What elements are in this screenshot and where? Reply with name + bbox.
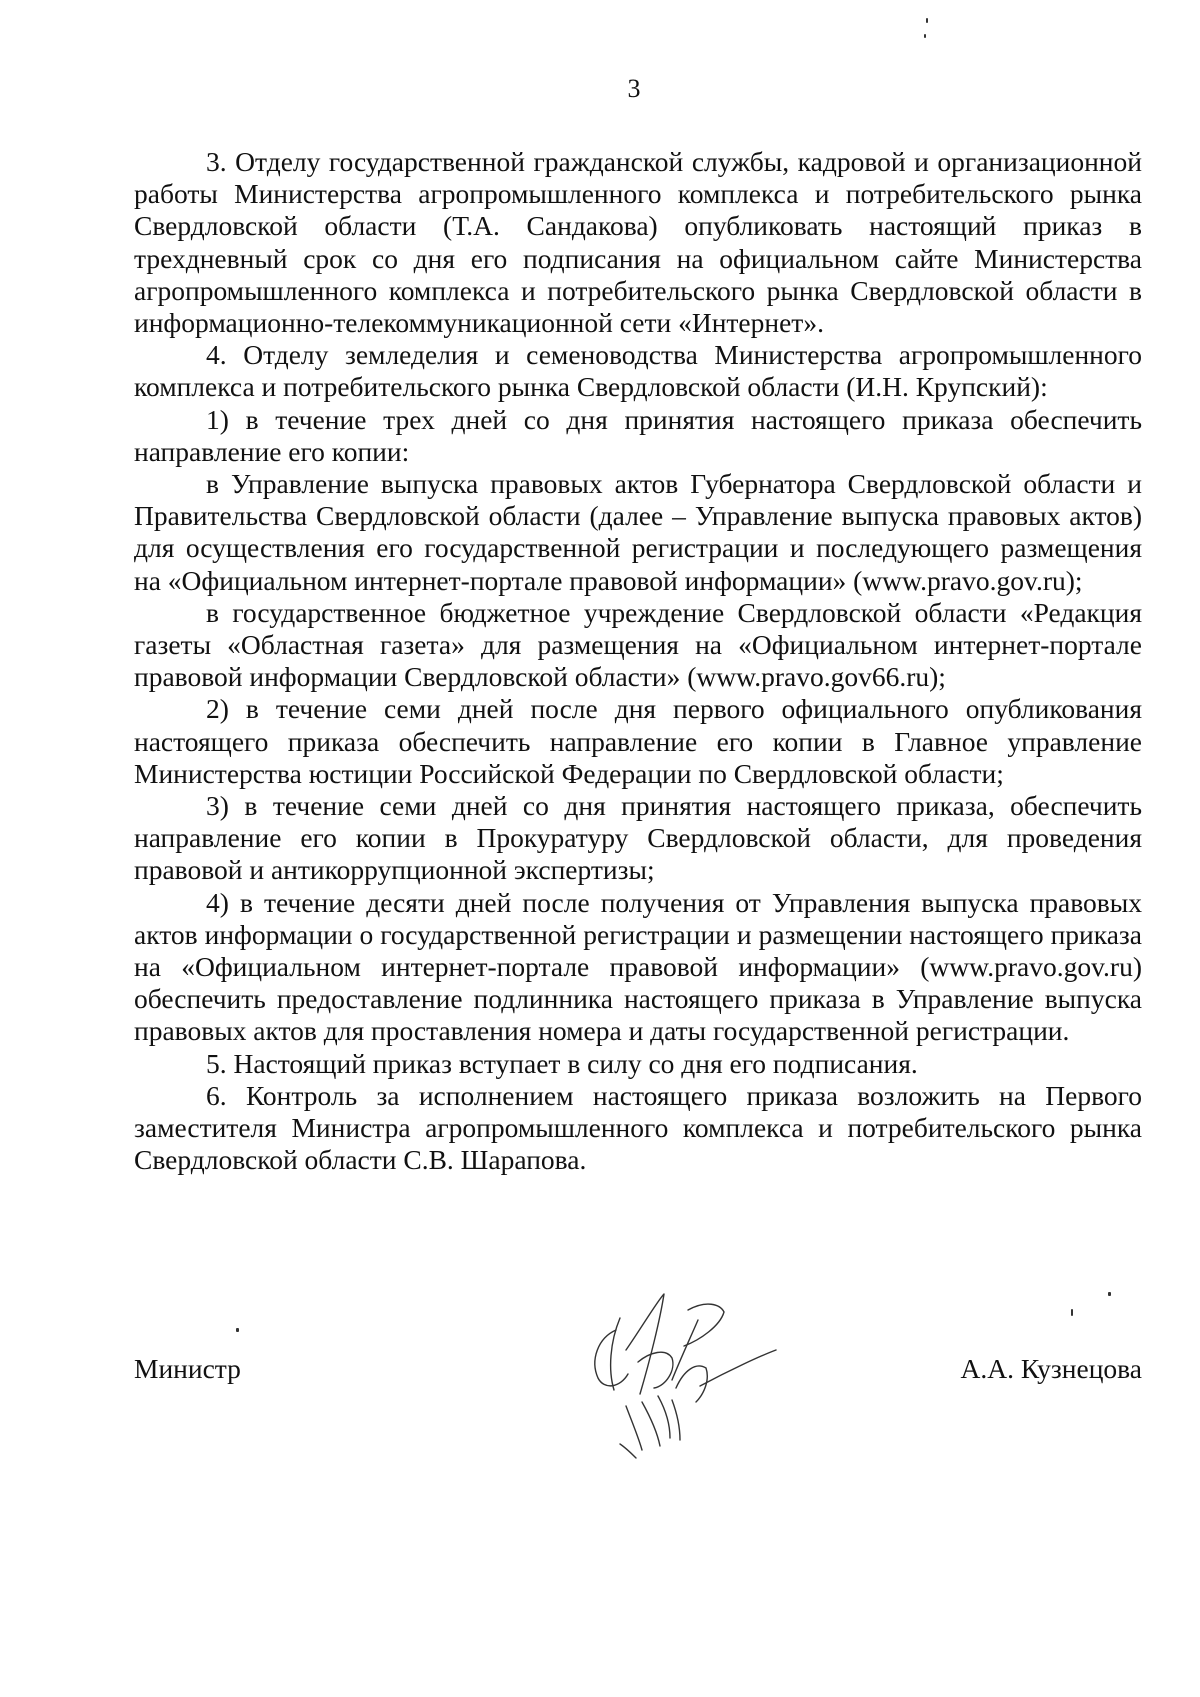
signer-title: Министр xyxy=(134,1353,241,1384)
paragraph-6-control: 6. Контроль за исполнением настоящего приказа возложить на Первого заместителя Министра агропромышленного комплекса и потребительского рынка Свердловской области С.В. Шарапова. xyxy=(134,1079,1142,1176)
subitem-4-original-submission: 4) в течение десяти дней после получения от Управления выпуска правовых актов информации о государственной регистрации и размещении настоящего приказа на «Официальном интернет-портале правовой информации» (www.pravo.gov.ru) обеспечить предоставление подлинника настоящего приказа в Управление выпуска правовых актов для проставления номера и даты государственной регистрации. xyxy=(134,886,1142,1047)
scan-speck xyxy=(924,34,926,38)
paragraph-3-publication: 3. Отделу государственной гражданской службы, кадровой и организационной работы Министерства агропромышленного комплекса и потребительского рынка Свердловской области (Т.А. Сандакова) опубликовать настоящий приказ в трехдневный срок со дня его подписания на официальном сайте Министерства агропромышленного комплекса и потребительского рынка Свердловской области в информационно-телекоммуникационной сети «Интернет». xyxy=(134,146,1142,339)
subitem-3-prosecutor-office: 3) в течение семи дней со дня принятия настоящего приказа, обеспечить направление его копии в Прокуратуру Свердловской области, для проведения правовой и антикоррупционной экспертизы; xyxy=(134,790,1142,886)
scan-speck xyxy=(1108,1292,1111,1296)
scan-speck xyxy=(1071,1309,1073,1316)
signer-name: А.А. Кузнецова xyxy=(960,1353,1142,1384)
subitem-1-send-copies: 1) в течение трех дней со дня принятия настоящего приказа обеспечить направление его копии: xyxy=(134,403,1142,467)
handwritten-signature xyxy=(580,1290,780,1460)
paragraph-4-agriculture-department: 4. Отделу земледелия и семеноводства Министерства агропромышленного комплекса и потребительского рынка Свердловской области (И.Н. Крупский): xyxy=(134,339,1142,403)
document-body xyxy=(134,146,1142,1177)
recipient-oblastnaya-gazeta: в государственное бюджетное учреждение Свердловской области «Редакция газеты «Областная газета» для размещения на «Официальном интернет-портале правовой информации Свердловской области» (www.pravo.gov66.ru); xyxy=(134,596,1142,693)
subitem-2-ministry-of-justice: 2) в течение семи дней после дня первого официального опубликования настоящего приказа обеспечить направление его копии в Главное управление Министерства юстиции Российской Федерации по Свердловской области; xyxy=(134,693,1142,789)
recipient-legal-acts-office: в Управление выпуска правовых актов Губернатора Свердловской области и Правительства Свердловской области (далее – Управление выпуска правовых актов) для осуществления его государственной регистрации и последующего размещения на «Официальном интернет-портале правовой информации» (www.pravo.gov.ru); xyxy=(134,468,1142,596)
paragraph-5-entry-into-force: 5. Настоящий приказ вступает в силу со дня его подписания. xyxy=(206,1047,918,1079)
page-number: 3 xyxy=(627,74,641,103)
scan-speck xyxy=(236,1328,239,1332)
scan-speck xyxy=(926,18,928,23)
